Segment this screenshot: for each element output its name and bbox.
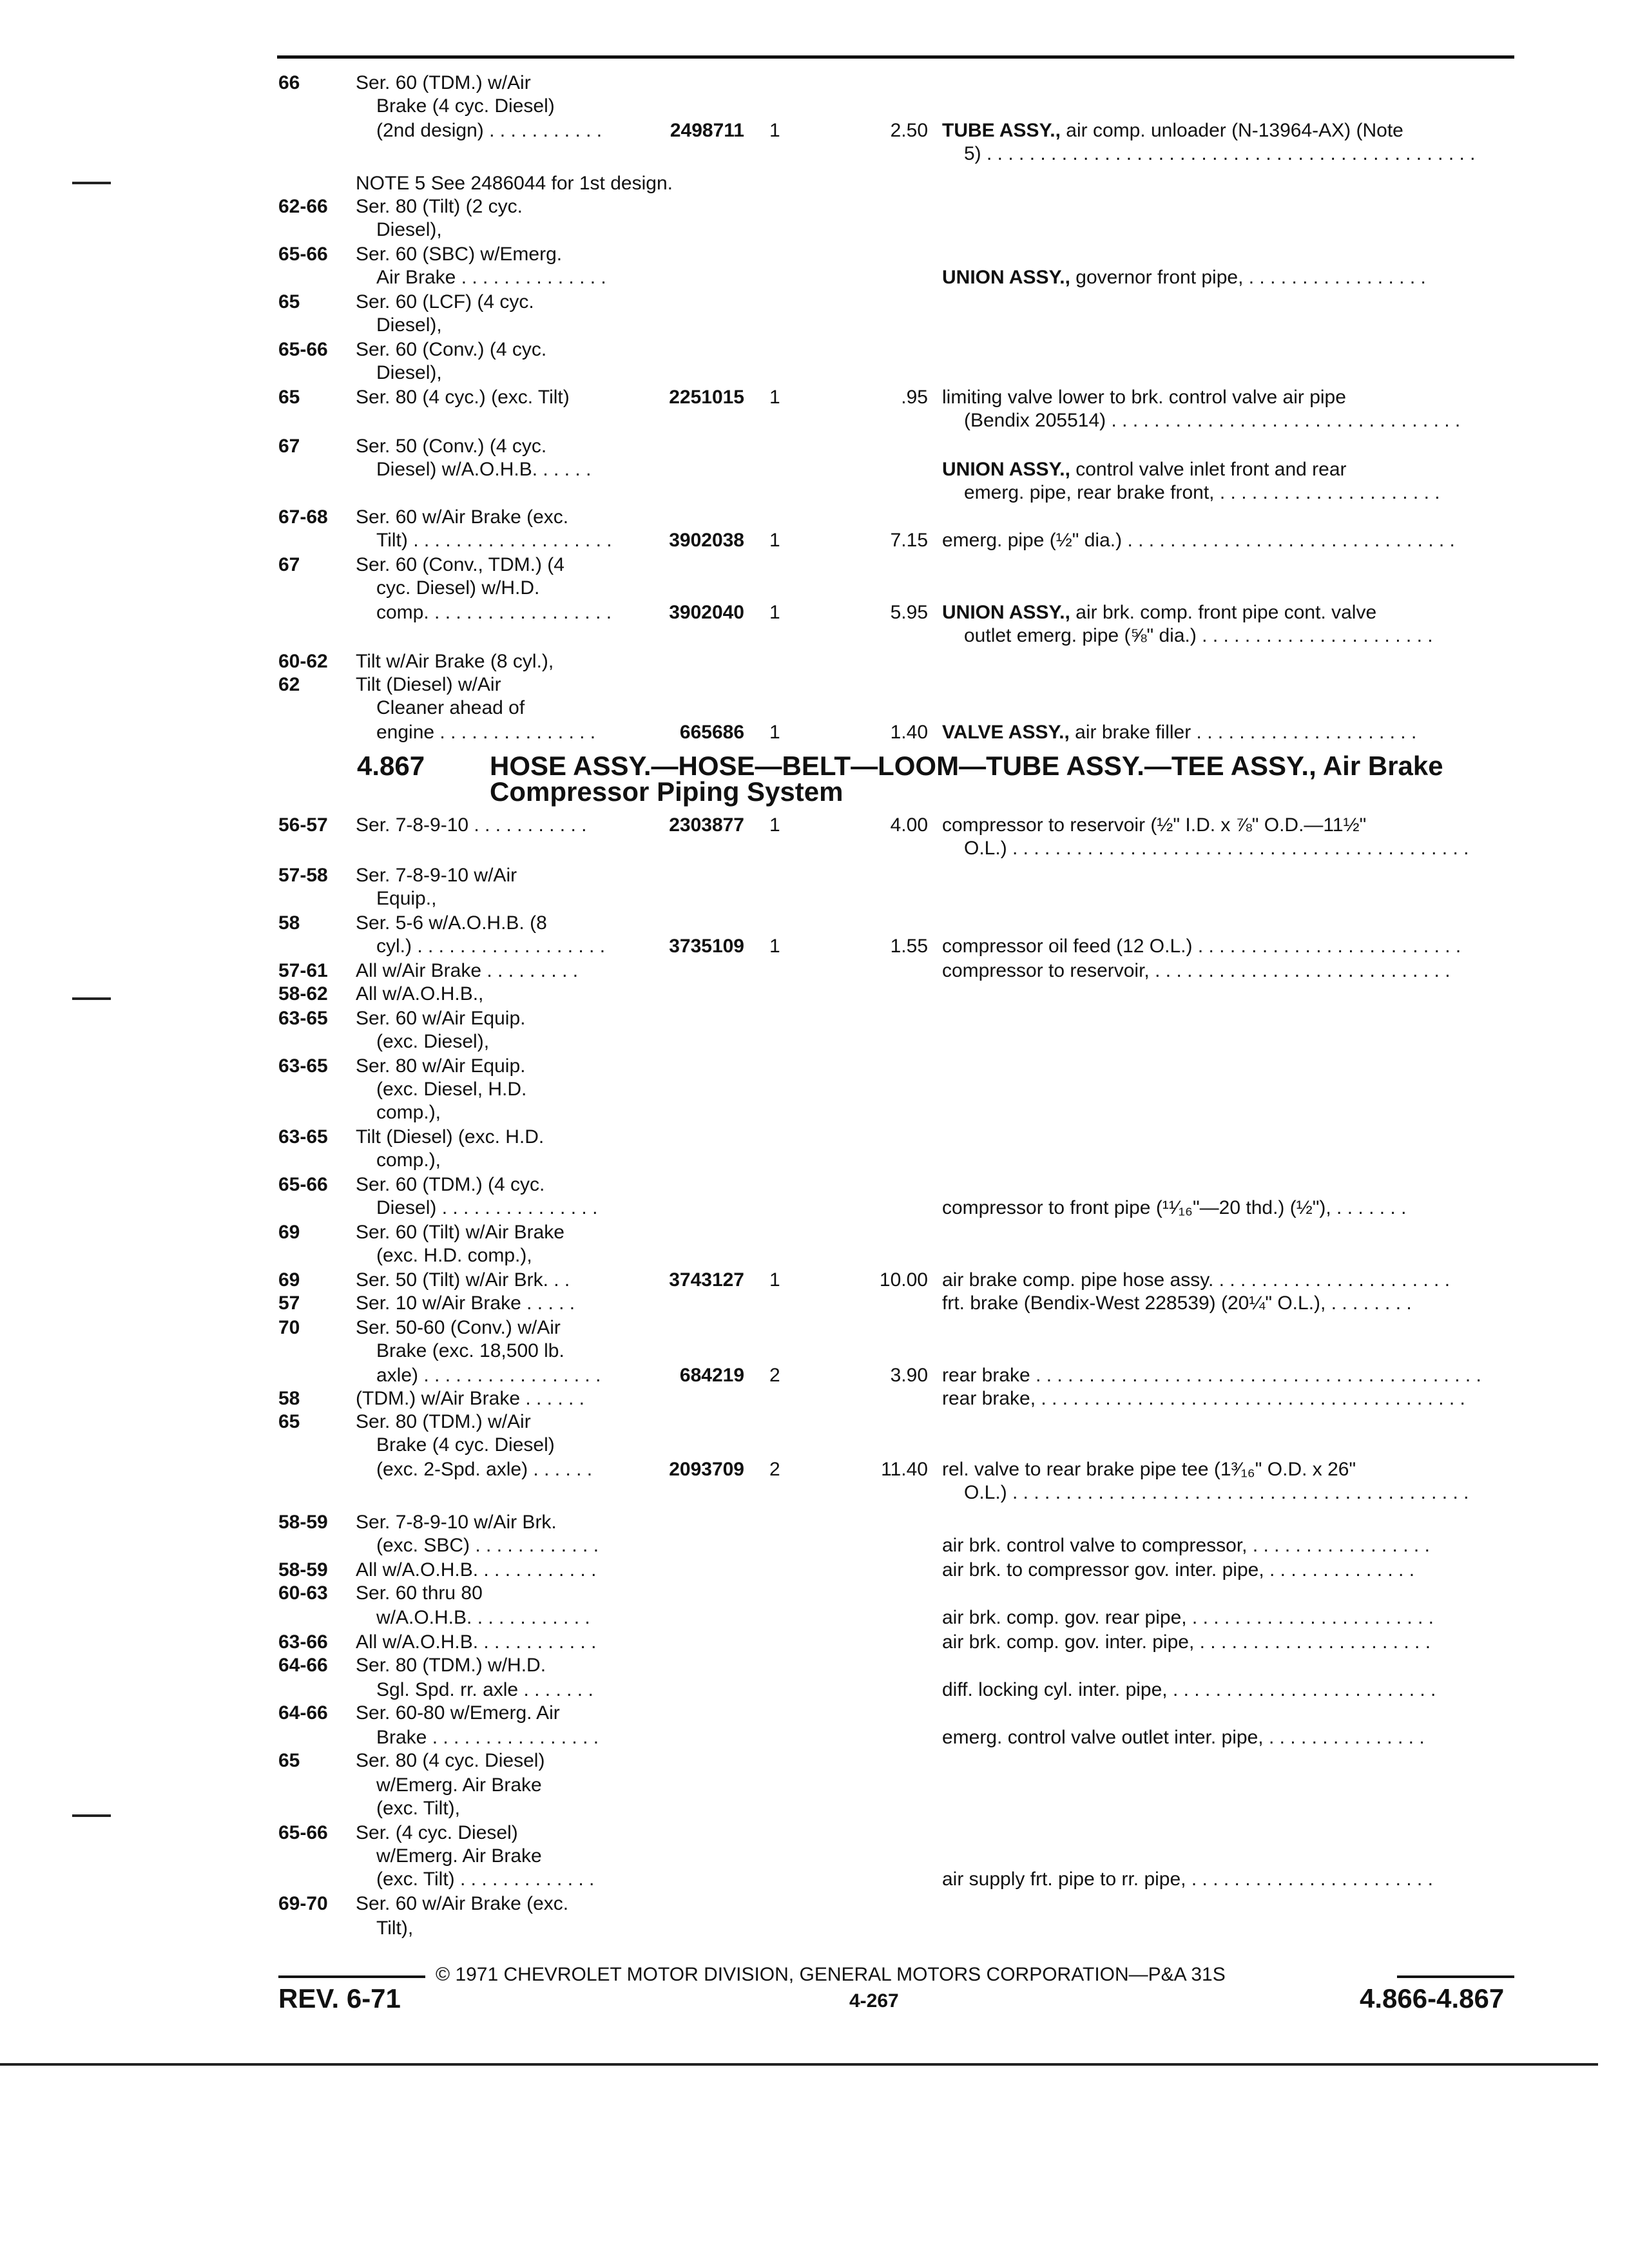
part-number: 2498711 [670, 120, 744, 141]
application: Ser. 60 w/Air Brake (exc. [356, 1893, 569, 1914]
part-description [942, 1197, 1406, 1219]
table-row [0, 602, 1629, 624]
table-row [0, 1798, 1629, 1820]
application: Ser. 80 (TDM.) w/Air [356, 1411, 531, 1432]
application: All w/A.O.H.B., [356, 983, 484, 1004]
part-number: 3902038 [669, 530, 744, 551]
part-description [942, 1388, 1465, 1410]
part-number: 3735109 [669, 936, 744, 957]
description-text: 5) . . . . . . . . . . . . . . . . . . . . . . . . . . . . . . . . . . . . . . . . . . . . . . [964, 143, 1476, 164]
part-description [942, 1869, 1433, 1890]
model-year: 60-62 [278, 651, 328, 672]
table-row [0, 1317, 1629, 1339]
application: (2nd design) . . . . . . . . . . . [376, 120, 602, 141]
model-year: 63-65 [278, 1008, 328, 1029]
application: comp. . . . . . . . . . . . . . . . . . [376, 602, 612, 623]
part-number: 684219 [679, 1365, 744, 1386]
part-description [942, 267, 1426, 289]
application: Tilt (Diesel) w/Air [356, 674, 501, 695]
table-row [0, 196, 1629, 218]
table-row [0, 554, 1629, 576]
description-text: air brk. comp. gov. rear pipe, . . . . . . . . . . . . . . . . . . . . . . . [942, 1607, 1434, 1628]
model-year: 69 [278, 1222, 300, 1243]
application: Tilt (Diesel) (exc. H.D. [356, 1126, 545, 1148]
description-text: emerg. control valve outlet inter. pipe, . . . . . . . . . . . . . . . [942, 1727, 1425, 1748]
model-year: 58 [278, 1388, 300, 1409]
table-row [0, 1535, 1629, 1557]
price: 3.90 [890, 1365, 928, 1386]
description-text: air brk. comp. gov. inter. pipe, . . . . . . . . . . . . . . . . . . . . . . [942, 1631, 1431, 1653]
application: Diesel) w/A.O.H.B. . . . . . [376, 459, 592, 480]
model-year: 65-66 [278, 1174, 328, 1195]
application: Ser. 60 w/Air Equip. [356, 1008, 526, 1029]
model-year: 67-68 [278, 506, 328, 528]
application: Ser. 50-60 (Conv.) w/Air [356, 1317, 561, 1338]
description-text: outlet emerg. pipe (⅝" dia.) . . . . . . . . . . . . . . . . . . . . . . [964, 625, 1433, 646]
part-description [942, 1293, 1412, 1314]
table-row [0, 1822, 1629, 1844]
part-number: 3902040 [669, 602, 744, 623]
quantity: 1 [769, 936, 780, 957]
table-row [0, 1031, 1629, 1053]
part-description [942, 1631, 1431, 1653]
table-row [0, 1702, 1629, 1724]
table-row [0, 1482, 1629, 1504]
table-row [0, 1631, 1629, 1653]
table-row [0, 1174, 1629, 1196]
table-row [0, 1411, 1629, 1433]
quantity: 1 [769, 1269, 780, 1291]
section-subtitle: Compressor Piping System [490, 776, 843, 807]
model-year: 62-66 [278, 196, 328, 217]
description-text: control valve inlet front and rear [1070, 459, 1347, 480]
part-description [942, 387, 1346, 408]
description-text: air brake filler . . . . . . . . . . . . . . . . . . . . . [1069, 722, 1417, 743]
price: 7.15 [890, 530, 928, 551]
application: Brake . . . . . . . . . . . . . . . . [376, 1727, 599, 1748]
footer-rule-right [1397, 1975, 1514, 1978]
part-description [942, 1269, 1450, 1291]
application: (exc. Tilt) . . . . . . . . . . . . . [376, 1869, 595, 1890]
application: Ser. 60 (Conv., TDM.) (4 [356, 554, 564, 575]
part-name: VALVE ASSY., [942, 722, 1070, 743]
part-name: UNION ASSY., [942, 459, 1070, 480]
table-row [0, 1008, 1629, 1030]
table-row [0, 120, 1629, 142]
application: Ser. 60 (Tilt) w/Air Brake [356, 1222, 564, 1243]
table-row [0, 1582, 1629, 1604]
table-row [0, 1222, 1629, 1244]
part-description [942, 1535, 1430, 1557]
part-description [942, 1607, 1434, 1629]
part-description [942, 1559, 1414, 1581]
table-row [0, 888, 1629, 910]
table-row [0, 1340, 1629, 1362]
application: (exc. SBC) . . . . . . . . . . . . [376, 1535, 599, 1556]
table-row [0, 1245, 1629, 1267]
table-row [0, 219, 1629, 241]
application: Ser. 7-8-9-10 w/Air [356, 865, 517, 886]
application: Ser. (4 cyc. Diesel) [356, 1822, 518, 1843]
table-row [0, 1774, 1629, 1796]
part-description [942, 936, 1461, 957]
application: cyc. Diesel) w/H.D. [376, 577, 540, 599]
bottom-rule [0, 2063, 1598, 2066]
application: (exc. Tilt), [376, 1798, 461, 1819]
description-text: air brk. comp. front pipe cont. valve [1070, 602, 1377, 623]
table-row [0, 506, 1629, 528]
table-row [0, 95, 1629, 117]
part-description [942, 1727, 1425, 1749]
application: Ser. 50 (Conv.) (4 cyc. [356, 436, 547, 457]
section-range: 4.866-4.867 [1360, 1983, 1505, 2013]
application: comp.), [376, 1102, 441, 1123]
application: w/Emerg. Air Brake [376, 1774, 542, 1796]
quantity: 1 [769, 814, 780, 836]
table-row [0, 1126, 1629, 1148]
table-row [0, 1893, 1629, 1915]
description-text: air brk. control valve to compressor, . . . . . . . . . . . . . . . . . [942, 1535, 1430, 1556]
table-row [0, 1559, 1629, 1581]
part-description [942, 1459, 1356, 1481]
table-row [0, 1055, 1629, 1077]
top-rule [277, 55, 1514, 59]
part-description [942, 960, 1451, 982]
table-row [0, 674, 1629, 696]
description-text: (Bendix 205514) . . . . . . . . . . . . . . . . . . . . . . . . . . . . . . . . . [964, 410, 1461, 431]
model-year: 67 [278, 436, 300, 457]
model-year: 66 [278, 72, 300, 93]
table-row [0, 577, 1629, 599]
application: Diesel) . . . . . . . . . . . . . . . [376, 1197, 598, 1218]
table-row [0, 1388, 1629, 1410]
application: Ser. 80 w/Air Equip. [356, 1055, 526, 1077]
table-row [0, 838, 1629, 860]
table-row [0, 651, 1629, 673]
table-row [0, 1149, 1629, 1171]
table-row [0, 983, 1629, 1005]
application: Tilt w/Air Brake (8 cyl.), [356, 651, 554, 672]
table-row [0, 387, 1629, 408]
table-row [0, 244, 1629, 265]
application: (TDM.) w/Air Brake . . . . . . [356, 1388, 585, 1409]
table-row [0, 697, 1629, 719]
model-year: 65 [278, 1750, 300, 1771]
description-text: emerg. pipe (½" dia.) . . . . . . . . . . . . . . . . . . . . . . . . . . . . . . . [942, 530, 1455, 551]
table-row [0, 625, 1629, 647]
description-text: rel. valve to rear brake pipe tee (1³⁄₁₆" O.D. x 26" [942, 1459, 1356, 1480]
price: 1.55 [890, 936, 928, 957]
application: NOTE 5 See 2486044 for 1st design. [356, 173, 673, 194]
application: All w/A.O.H.B. . . . . . . . . . . . [356, 1631, 597, 1653]
part-number: 3743127 [669, 1269, 744, 1291]
table-row [0, 314, 1629, 336]
table-row [0, 1434, 1629, 1456]
description-text: rear brake, . . . . . . . . . . . . . . . . . . . . . . . . . . . . . . . . . . . . . . . . [942, 1388, 1465, 1409]
table-row [0, 865, 1629, 887]
model-year: 64-66 [278, 1702, 328, 1724]
application: Ser. 60 (LCF) (4 cyc. [356, 291, 534, 312]
table-row [0, 410, 1629, 432]
model-year: 63-65 [278, 1126, 328, 1148]
application: Ser. 10 w/Air Brake . . . . . [356, 1293, 575, 1314]
table-row [0, 72, 1629, 94]
description-text: compressor to reservoir, . . . . . . . . . . . . . . . . . . . . . . . . . . . . [942, 960, 1451, 981]
part-number: 2303877 [669, 814, 744, 836]
model-year: 69-70 [278, 1893, 328, 1914]
part-description [964, 1482, 1469, 1504]
model-year: 70 [278, 1317, 300, 1338]
application: Ser. 80 (4 cyc.) (exc. Tilt) [356, 387, 570, 408]
application: Ser. 80 (TDM.) w/H.D. [356, 1655, 546, 1676]
model-year: 58-62 [278, 983, 328, 1004]
application: w/A.O.H.B. . . . . . . . . . . . [376, 1607, 590, 1628]
description-text: O.L.) . . . . . . . . . . . . . . . . . . . . . . . . . . . . . . . . . . . . . . . . . . . [964, 838, 1469, 859]
table-row [0, 459, 1629, 481]
description-text: governor front pipe, . . . . . . . . . . . . . . . . . [1070, 267, 1426, 288]
application: Ser. 60-80 w/Emerg. Air [356, 1702, 560, 1724]
application: Ser. 80 (Tilt) (2 cyc. [356, 196, 523, 217]
application: Sgl. Spd. rr. axle . . . . . . . [376, 1679, 593, 1700]
application: Brake (exc. 18,500 lb. [376, 1340, 564, 1361]
application: Air Brake . . . . . . . . . . . . . . [376, 267, 606, 288]
application: Ser. 60 (TDM.) (4 cyc. [356, 1174, 545, 1195]
table-row [0, 267, 1629, 289]
description-text: rear brake . . . . . . . . . . . . . . . . . . . . . . . . . . . . . . . . . . . . . . . . . . [942, 1365, 1481, 1386]
model-year: 62 [278, 674, 300, 695]
description-text: compressor to reservoir (½" I.D. x ⅞" O.D.—11½" [942, 814, 1367, 836]
table-row [0, 1869, 1629, 1890]
part-description [964, 143, 1476, 165]
model-year: 57-58 [278, 865, 328, 886]
model-year: 57 [278, 1293, 300, 1314]
part-description [964, 625, 1433, 647]
table-row [0, 1365, 1629, 1387]
application: Ser. 5-6 w/A.O.H.B. (8 [356, 912, 547, 934]
model-year: 58-59 [278, 1559, 328, 1581]
application: (exc. Diesel, H.D. [376, 1079, 527, 1100]
table-row [0, 1845, 1629, 1867]
table-row [0, 1293, 1629, 1314]
table-row [0, 143, 1629, 165]
table-row [0, 1750, 1629, 1772]
price: .95 [901, 387, 928, 408]
part-description [942, 814, 1366, 836]
table-row [0, 1197, 1629, 1219]
description-text: diff. locking cyl. inter. pipe, . . . . . . . . . . . . . . . . . . . . . . . . . [942, 1679, 1436, 1700]
part-description [964, 838, 1469, 860]
application: Ser. 7-8-9-10 w/Air Brk. [356, 1512, 557, 1533]
description-text: air supply frt. pipe to rr. pipe, . . . . . . . . . . . . . . . . . . . . . . . [942, 1869, 1433, 1890]
table-row [0, 1679, 1629, 1701]
table-row [0, 436, 1629, 457]
application: engine . . . . . . . . . . . . . . . [376, 722, 596, 743]
table-row [0, 1655, 1629, 1677]
revision-label: REV. 6-71 [278, 1983, 401, 2013]
description-text: frt. brake (Bendix-West 228539) (20¼" O.L.), . . . . . . . . [942, 1293, 1412, 1314]
table-row [0, 1459, 1629, 1481]
part-description [942, 602, 1376, 624]
model-year: 69 [278, 1269, 300, 1291]
part-description [942, 722, 1416, 744]
table-row [0, 814, 1629, 836]
part-description [942, 120, 1403, 142]
application: Ser. 80 (4 cyc. Diesel) [356, 1750, 545, 1771]
part-number: 2251015 [669, 387, 744, 408]
table-row [0, 1727, 1629, 1749]
description-text: air brake comp. pipe hose assy. . . . . . . . . . . . . . . . . . . . . . . [942, 1269, 1451, 1291]
application: Diesel), [376, 314, 442, 336]
price: 11.40 [881, 1459, 928, 1480]
part-description [964, 410, 1460, 432]
application: Ser. 7-8-9-10 . . . . . . . . . . . [356, 814, 587, 836]
price: 4.00 [890, 814, 928, 836]
application: Diesel), [376, 219, 442, 240]
application: (exc. Diesel), [376, 1031, 490, 1052]
part-description [942, 530, 1455, 552]
footer-rule-left [278, 1975, 425, 1978]
price: 1.40 [890, 722, 928, 743]
price: 2.50 [890, 120, 928, 141]
price: 5.95 [890, 602, 928, 623]
application: Diesel), [376, 362, 442, 383]
part-number: 2093709 [669, 1459, 744, 1480]
model-year: 56-57 [278, 814, 328, 836]
model-year: 63-65 [278, 1055, 328, 1077]
description-text: air brk. to compressor gov. inter. pipe, . . . . . . . . . . . . . . [942, 1559, 1415, 1581]
quantity: 1 [769, 387, 780, 408]
model-year: 57-61 [278, 960, 328, 981]
part-description [942, 1679, 1436, 1701]
application: Equip., [376, 888, 437, 909]
application: cyl.) . . . . . . . . . . . . . . . . . . [376, 936, 606, 957]
model-year: 65-66 [278, 244, 328, 265]
description-text: compressor to front pipe (¹¹⁄₁₆"—20 thd.) (½"), . . . . . . . [942, 1197, 1407, 1218]
table-row [0, 912, 1629, 934]
quantity: 1 [769, 120, 780, 141]
model-year: 65 [278, 291, 300, 312]
application: Ser. 60 (SBC) w/Emerg. [356, 244, 563, 265]
application: (exc. 2-Spd. axle) . . . . . . [376, 1459, 593, 1480]
application: Brake (4 cyc. Diesel) [376, 95, 555, 117]
table-row [0, 530, 1629, 552]
table-row [0, 1512, 1629, 1533]
description-text: air comp. unloader (N-13964-AX) (Note [1060, 120, 1403, 141]
table-row [0, 1269, 1629, 1291]
application: (exc. H.D. comp.), [376, 1245, 532, 1266]
model-year: 65-66 [278, 339, 328, 360]
application: axle) . . . . . . . . . . . . . . . . . [376, 1365, 601, 1386]
part-description [942, 1365, 1481, 1387]
quantity: 1 [769, 602, 780, 623]
section-number: 4.867 [357, 751, 425, 781]
table-row [0, 960, 1629, 982]
description-text: O.L.) . . . . . . . . . . . . . . . . . . . . . . . . . . . . . . . . . . . . . . . . . . . [964, 1482, 1469, 1503]
table-row [0, 1102, 1629, 1124]
table-row [0, 482, 1629, 504]
application: Ser. 60 thru 80 [356, 1582, 483, 1604]
description-text: emerg. pipe, rear brake front, . . . . . . . . . . . . . . . . . . . . . [964, 482, 1440, 503]
model-year: 65-66 [278, 1822, 328, 1843]
footer-copyright: © 1971 CHEVROLET MOTOR DIVISION, GENERAL MOTORS CORPORATION—P&A 31S [436, 1964, 1226, 1985]
application: All w/A.O.H.B. . . . . . . . . . . . [356, 1559, 597, 1581]
part-description [942, 459, 1347, 481]
part-number: 665686 [679, 722, 744, 743]
part-name: TUBE ASSY., [942, 120, 1061, 141]
application: Tilt), [376, 1917, 414, 1939]
part-name: UNION ASSY., [942, 267, 1070, 288]
application: All w/Air Brake . . . . . . . . . [356, 960, 579, 981]
model-year: 58 [278, 912, 300, 934]
part-description [964, 482, 1440, 504]
section-title: HOSE ASSY.—HOSE—BELT—LOOM—TUBE ASSY.—TEE ASSY., Air Brake [490, 751, 1443, 781]
application: Ser. 60 (Conv.) (4 cyc. [356, 339, 547, 360]
description-text: compressor oil feed (12 O.L.) . . . . . . . . . . . . . . . . . . . . . . . . . [942, 936, 1461, 957]
model-year: 60-63 [278, 1582, 328, 1604]
quantity: 1 [769, 722, 780, 743]
quantity: 1 [769, 530, 780, 551]
table-row [0, 362, 1629, 384]
table-row [0, 1917, 1629, 1939]
quantity: 2 [769, 1365, 780, 1386]
application: Cleaner ahead of [376, 697, 525, 718]
price: 10.00 [879, 1269, 928, 1291]
page-number: 4-267 [849, 1990, 899, 2012]
application: w/Emerg. Air Brake [376, 1845, 542, 1867]
table-row [0, 291, 1629, 313]
table-row [0, 1079, 1629, 1100]
application: Ser. 60 w/Air Brake (exc. [356, 506, 569, 528]
model-year: 67 [278, 554, 300, 575]
application: Brake (4 cyc. Diesel) [376, 1434, 555, 1456]
table-row [0, 936, 1629, 957]
part-name: UNION ASSY., [942, 602, 1070, 623]
application: Tilt) . . . . . . . . . . . . . . . . . . . [376, 530, 612, 551]
model-year: 65 [278, 387, 300, 408]
model-year: 64-66 [278, 1655, 328, 1676]
model-year: 58-59 [278, 1512, 328, 1533]
table-row [0, 722, 1629, 744]
application: Ser. 60 (TDM.) w/Air [356, 72, 531, 93]
table-row [0, 339, 1629, 361]
description-text: limiting valve lower to brk. control valve air pipe [942, 387, 1346, 408]
application: Ser. 50 (Tilt) w/Air Brk. . . [356, 1269, 570, 1291]
table-row [0, 1607, 1629, 1629]
application: comp.), [376, 1149, 441, 1171]
table-row [0, 173, 1629, 195]
quantity: 2 [769, 1459, 780, 1480]
model-year: 65 [278, 1411, 300, 1432]
model-year: 63-66 [278, 1631, 328, 1653]
